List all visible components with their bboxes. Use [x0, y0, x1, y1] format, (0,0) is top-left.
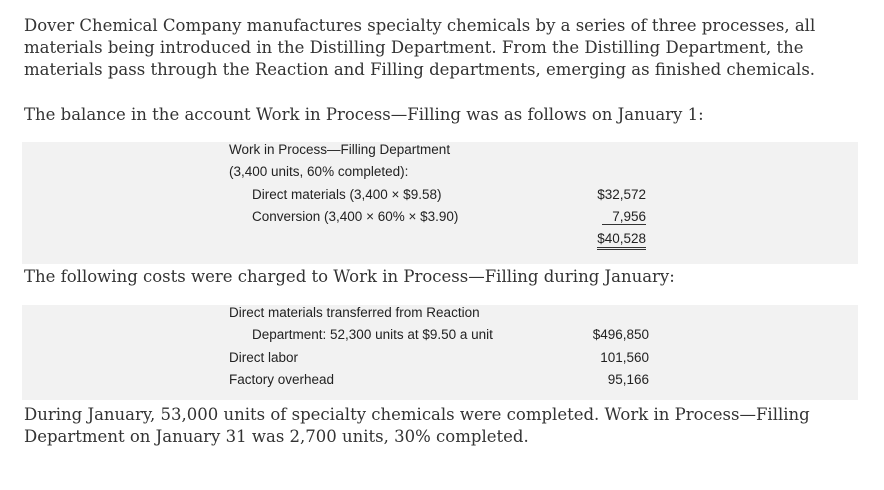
total-amount-cell	[546, 231, 646, 246]
intro-paragraph: Dover Chemical Company manufactures specialty chemicals by a series of three processes, all materials being introduced in the Distilling Department. From the Distilling Department, the materials pass through the Reaction and Filling departments, emerging as finished chemicals.	[24, 16, 816, 79]
transferred-materials-line1: Direct materials transferred from Reaction	[229, 305, 480, 320]
factory-overhead-amount: 95,166	[607, 372, 649, 387]
transferred-materials-line2: Department: 52,300 units at $9.50 a unit	[252, 327, 493, 342]
beginning-balance-table	[22, 142, 858, 264]
direct-labor-amount: 101,560	[600, 350, 649, 365]
balance-intro-paragraph: The balance in the account Work in Process—Filling was as follows on January 1:	[24, 105, 704, 124]
closing-paragraph: During January, 53,000 units of specialty chemicals were completed. Work in Process—Filling Department on January 31 was 2,700 units, 30% completed.	[24, 405, 810, 446]
total-amount: $40,528	[597, 231, 646, 250]
january-charges-table	[22, 305, 858, 400]
direct-materials-label: Direct materials (3,400 × $9.58)	[252, 187, 442, 202]
transferred-materials-amount: $496,850	[592, 327, 649, 342]
conversion-label: Conversion (3,400 × 60% × $3.90)	[252, 209, 459, 224]
charges-intro-paragraph: The following costs were charged to Work in Process—Filling during January:	[24, 267, 675, 286]
factory-overhead-label: Factory overhead	[229, 372, 335, 387]
table1-subtitle: (3,400 units, 60% completed):	[229, 164, 409, 179]
direct-materials-amount: $32,572	[597, 187, 646, 202]
conversion-amount-cell	[546, 209, 646, 224]
conversion-amount: 7,956	[602, 209, 646, 225]
direct-labor-label: Direct labor	[229, 350, 299, 365]
table1-title: Work in Process—Filling Department	[229, 142, 451, 157]
